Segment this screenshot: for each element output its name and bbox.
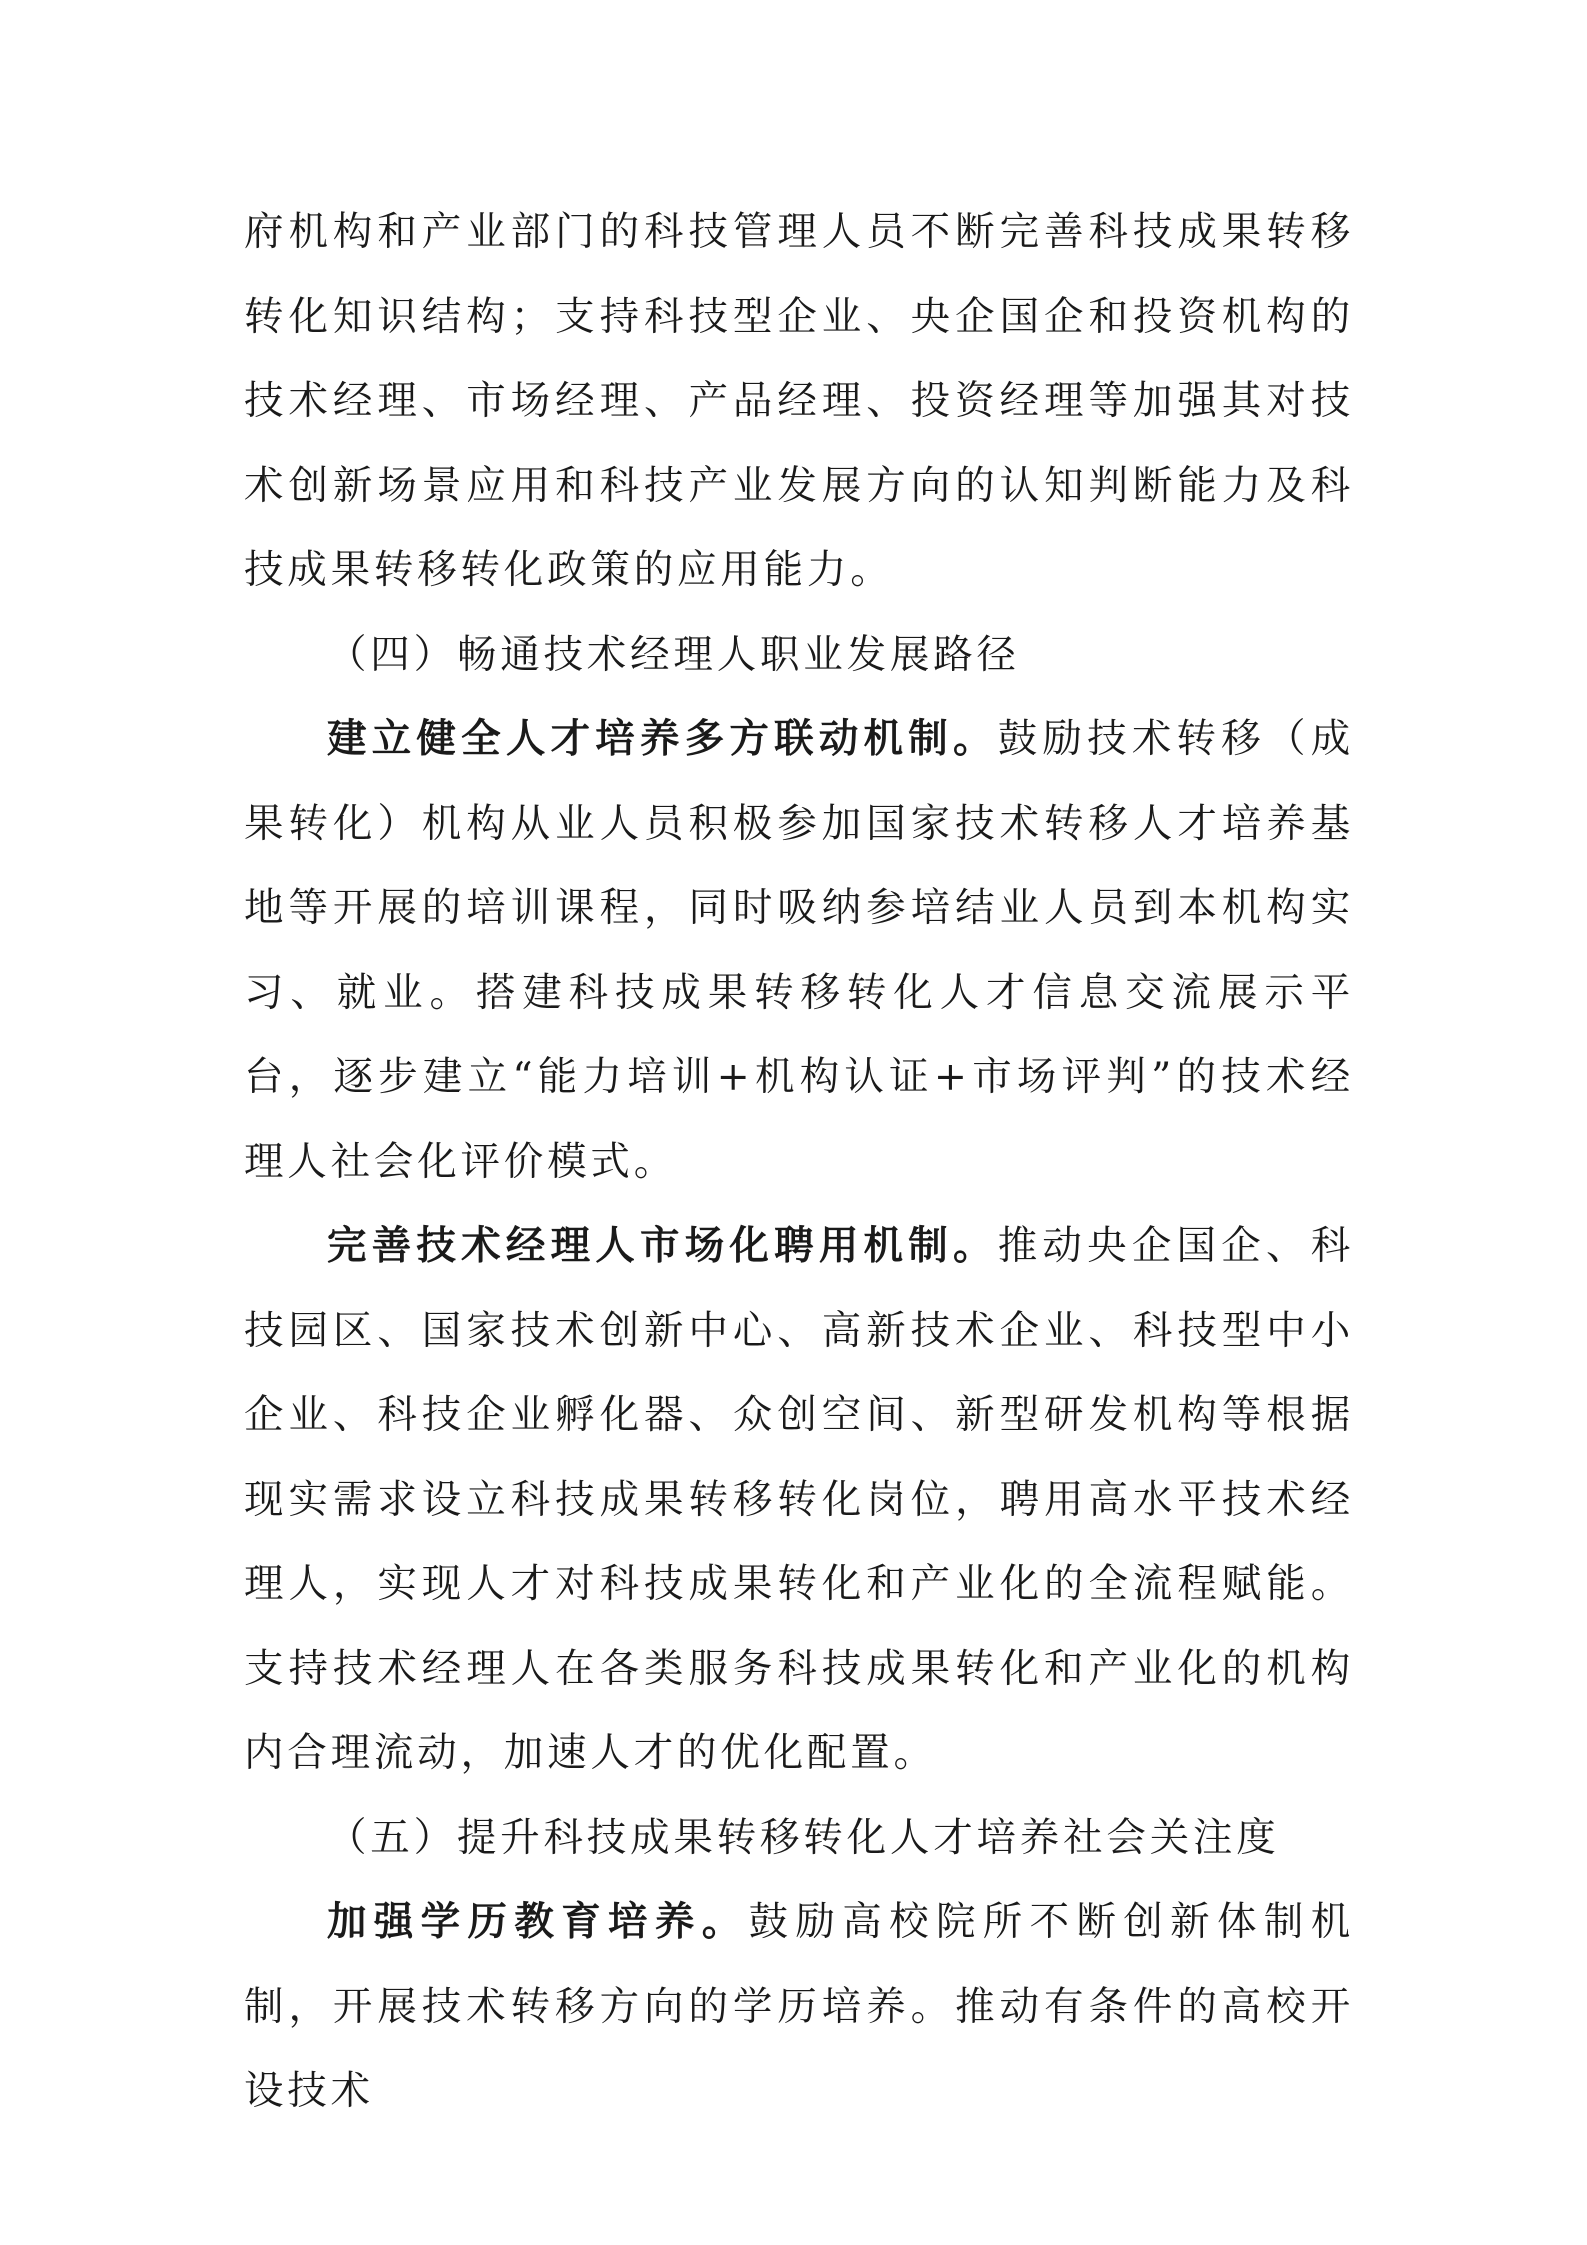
paragraph-lead: 建立健全人才培养多方联动机制。	[327, 716, 998, 762]
paragraph-continued	[244, 190, 1354, 613]
paragraph-market-hiring-mechanism	[244, 1204, 1354, 1796]
paragraph-text: 鼓励技术转移（成果转化）机构从业人员积极参加国家技术转移人才培养基地等开展的培训课程，同时吸纳参培结业人员到本机构实习、就业。搭建科技成果转移转化人才信息交流展示平台，逐步建立“能力培训+机构认证+市场评判”的技术经理人社会化评价模式。	[244, 716, 1354, 1185]
section-heading-4: （四）畅通技术经理人职业发展路径	[327, 631, 1020, 678]
document-page	[244, 190, 1354, 2134]
paragraph-lead: 完善技术经理人市场化聘用机制。	[327, 1223, 998, 1269]
paragraph-text: 府机构和产业部门的科技管理人员不断完善科技成果转移转化知识结构；支持科技型企业、央企国企和投资机构的技术经理、市场经理、产品经理、投资经理等加强其对技术创新场景应用和科技产业发展方向的认知判断能力及科技成果转移转化政策的应用能力。	[244, 209, 1354, 593]
section-heading-5: （五）提升科技成果转移转化人才培养社会关注度	[327, 1814, 1280, 1861]
paragraph-text: 推动央企国企、科技园区、国家技术创新中心、高新技术企业、科技型中小企业、科技企业孵化器、众创空间、新型研发机构等根据现实需求设立科技成果转移转化岗位，聘用高水平技术经理人，实现人才对科技成果转化和产业化的全流程赋能。支持技术经理人在各类服务科技成果转化和产业化的机构内合理流动，加速人才的优化配置。	[244, 1223, 1354, 1776]
paragraph-lead: 加强学历教育培养。	[327, 1899, 749, 1945]
paragraph-degree-education	[244, 1880, 1354, 2134]
paragraph-talent-training-mechanism	[244, 697, 1354, 1204]
paragraph-text: 鼓励高校院所不断创新体制机制，开展技术转移方向的学历培养。推动有条件的高校开设技术	[244, 1899, 1355, 2114]
